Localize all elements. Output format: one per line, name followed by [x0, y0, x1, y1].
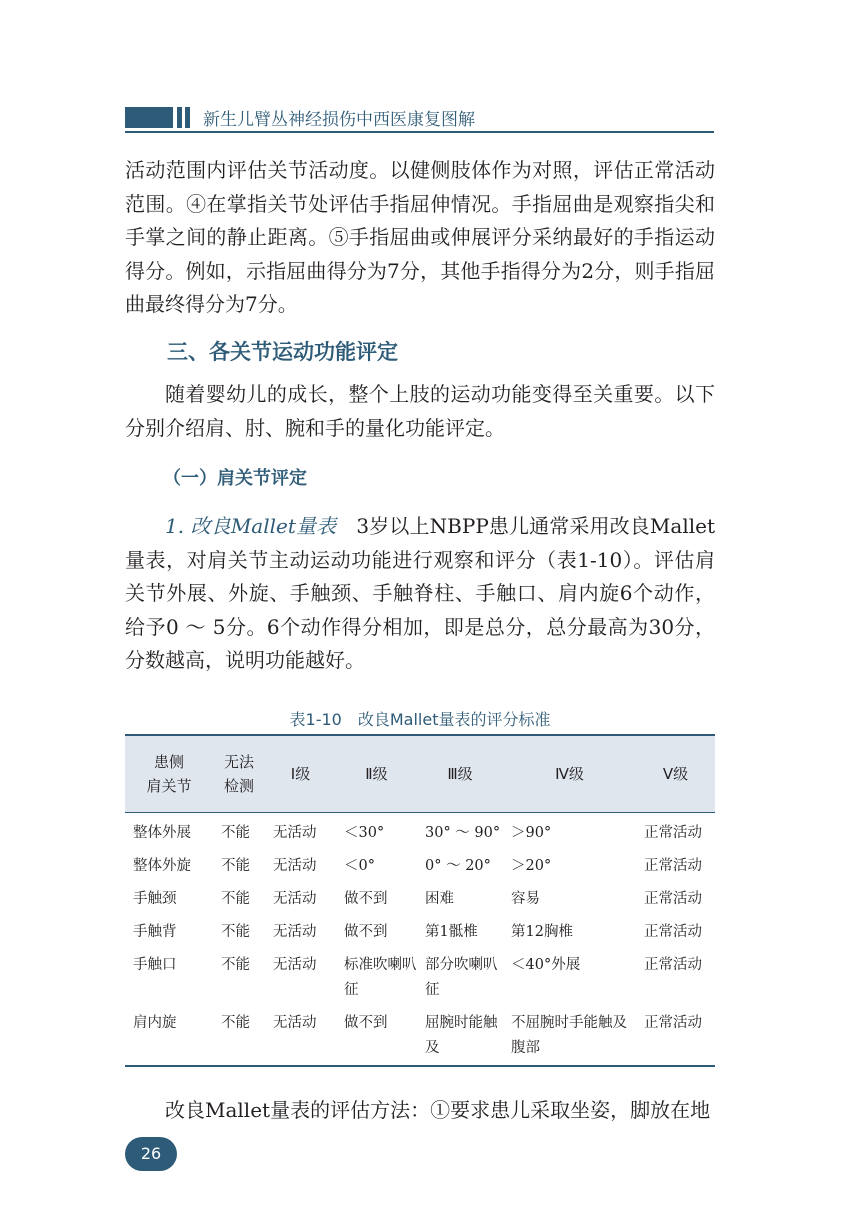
- header-cell-affected-shoulder: 患侧 肩关节: [125, 735, 213, 813]
- subsection-heading: （一）肩关节评定: [163, 468, 307, 489]
- table-cell: 0° ～ 20°: [425, 858, 491, 874]
- table-row: [125, 947, 715, 1005]
- table-cell: ＞90°: [511, 825, 552, 841]
- mallet-score-table: [125, 734, 715, 1067]
- table-cell: 屈腕时能触及: [417, 1005, 503, 1066]
- table-cell: 第12胸椎: [511, 924, 573, 940]
- table-cell: 无活动: [273, 924, 317, 940]
- table-cell: 不能: [221, 825, 250, 841]
- mallet-paragraph: [125, 510, 715, 678]
- table-cell: 不能: [221, 891, 250, 907]
- table-cell: 无活动: [265, 1005, 336, 1066]
- table-caption: 表1-10 改良Mallet量表的评分标准: [289, 710, 551, 729]
- table-cell: 做不到: [336, 1005, 417, 1066]
- table-cell: 正常活动: [644, 924, 702, 940]
- table-cell: 正常活动: [636, 1005, 715, 1066]
- table-cell: 容易: [511, 891, 540, 907]
- table-cell: 肩内旋: [125, 1005, 213, 1066]
- table-row: [125, 1005, 715, 1066]
- table-cell: 无活动: [273, 891, 317, 907]
- header-cell-grade-2: Ⅱ级: [336, 735, 417, 813]
- table-header-row: [125, 735, 715, 813]
- table-cell: 不能: [221, 924, 250, 940]
- closing-paragraph: 改良Mallet量表的评估方法：①要求患儿采取坐姿，脚放在地: [165, 1098, 711, 1122]
- table-cell: 正常活动: [644, 858, 702, 874]
- table-cell: 无活动: [273, 957, 317, 973]
- header-rule: [125, 131, 714, 133]
- running-header: [125, 104, 714, 132]
- table-cell: ＞20°: [511, 858, 552, 874]
- table-cell: 正常活动: [644, 891, 702, 907]
- header-cell-unable-test: 无法 检测: [213, 735, 265, 813]
- table-cell: 不能: [213, 1005, 265, 1066]
- table-cell: ＜0°: [344, 858, 375, 874]
- table-row: [125, 848, 715, 881]
- book-title: 新生儿臂丛神经损伤中西医康复图解: [203, 110, 475, 130]
- header-cell-grade-3: Ⅲ级: [417, 735, 503, 813]
- paragraph-continued: 活动范围内评估关节活动度。以健侧肢体作为对照，评估正常活动范围。④在掌指关节处评估手指屈伸情况。手指屈曲是观察指尖和手掌之间的静止距离。⑤手指屈曲或伸展评分采纳最好的手指运动得分。例如，示指屈曲得分为7分，其他手指得分为2分，则手指屈曲最终得分为7分。: [125, 158, 715, 316]
- table-cell: 整体外旋: [133, 858, 191, 874]
- table-cell: 困难: [425, 891, 454, 907]
- table-cell: 手触颈: [133, 891, 177, 907]
- table-row: [125, 881, 715, 914]
- table-cell: 手触口: [133, 957, 177, 973]
- header-bar-decoration: [185, 107, 190, 128]
- table-cell: 第1骶椎: [425, 924, 478, 940]
- table-cell: 正常活动: [644, 957, 702, 973]
- section-intro-paragraph: 随着婴幼儿的成长，整个上肢的运动功能变得至关重要。以下分别介绍肩、肘、腕和手的量化功能评定。: [125, 382, 715, 440]
- table-cell: 不能: [221, 957, 250, 973]
- header-cell-grade-5: Ⅴ级: [636, 735, 715, 813]
- page-number: 26: [125, 1137, 177, 1171]
- table-cell: 正常活动: [644, 825, 702, 841]
- table-cell: 部分吹喇叭征: [425, 957, 498, 998]
- table-cell: 无活动: [273, 825, 317, 841]
- table-cell: ＜30°: [344, 825, 385, 841]
- table-cell: 整体外展: [133, 825, 191, 841]
- table-cell: 30° ～ 90°: [425, 825, 501, 841]
- header-bar-decoration: [177, 107, 182, 128]
- section-heading: 三、各关节运动功能评定: [167, 340, 398, 364]
- table-cell: 不屈腕时手能触及腹部: [503, 1005, 636, 1066]
- table-row: [125, 914, 715, 947]
- header-cell-grade-4: Ⅳ级: [503, 735, 636, 813]
- table-cell: 标准吹喇叭征: [344, 957, 417, 998]
- header-cell-grade-1: Ⅰ级: [265, 735, 336, 813]
- table-cell: 不能: [221, 858, 250, 874]
- table-row: [125, 813, 715, 849]
- mallet-text: 3岁以上NBPP患儿通常采用改良Mallet量表，对肩关节主动运动功能进行观察和评分（表1-10）。评估肩关节外展、外旋、手触颈、手触脊柱、手触口、肩内旋6个动作，给予0 ～ 5分。6个动作得分相加，即是总分，总分最高为30分，分数越高，说明功能越好。: [125, 514, 716, 672]
- table-cell: ＜40°外展: [511, 957, 581, 973]
- mallet-lead-title: 1. 改良Mallet量表: [165, 514, 337, 538]
- table-cell: 做不到: [344, 924, 388, 940]
- table-cell: 做不到: [344, 891, 388, 907]
- table-cell: 手触背: [133, 924, 177, 940]
- header-bar-decoration: [125, 107, 173, 128]
- table-cell: 无活动: [273, 858, 317, 874]
